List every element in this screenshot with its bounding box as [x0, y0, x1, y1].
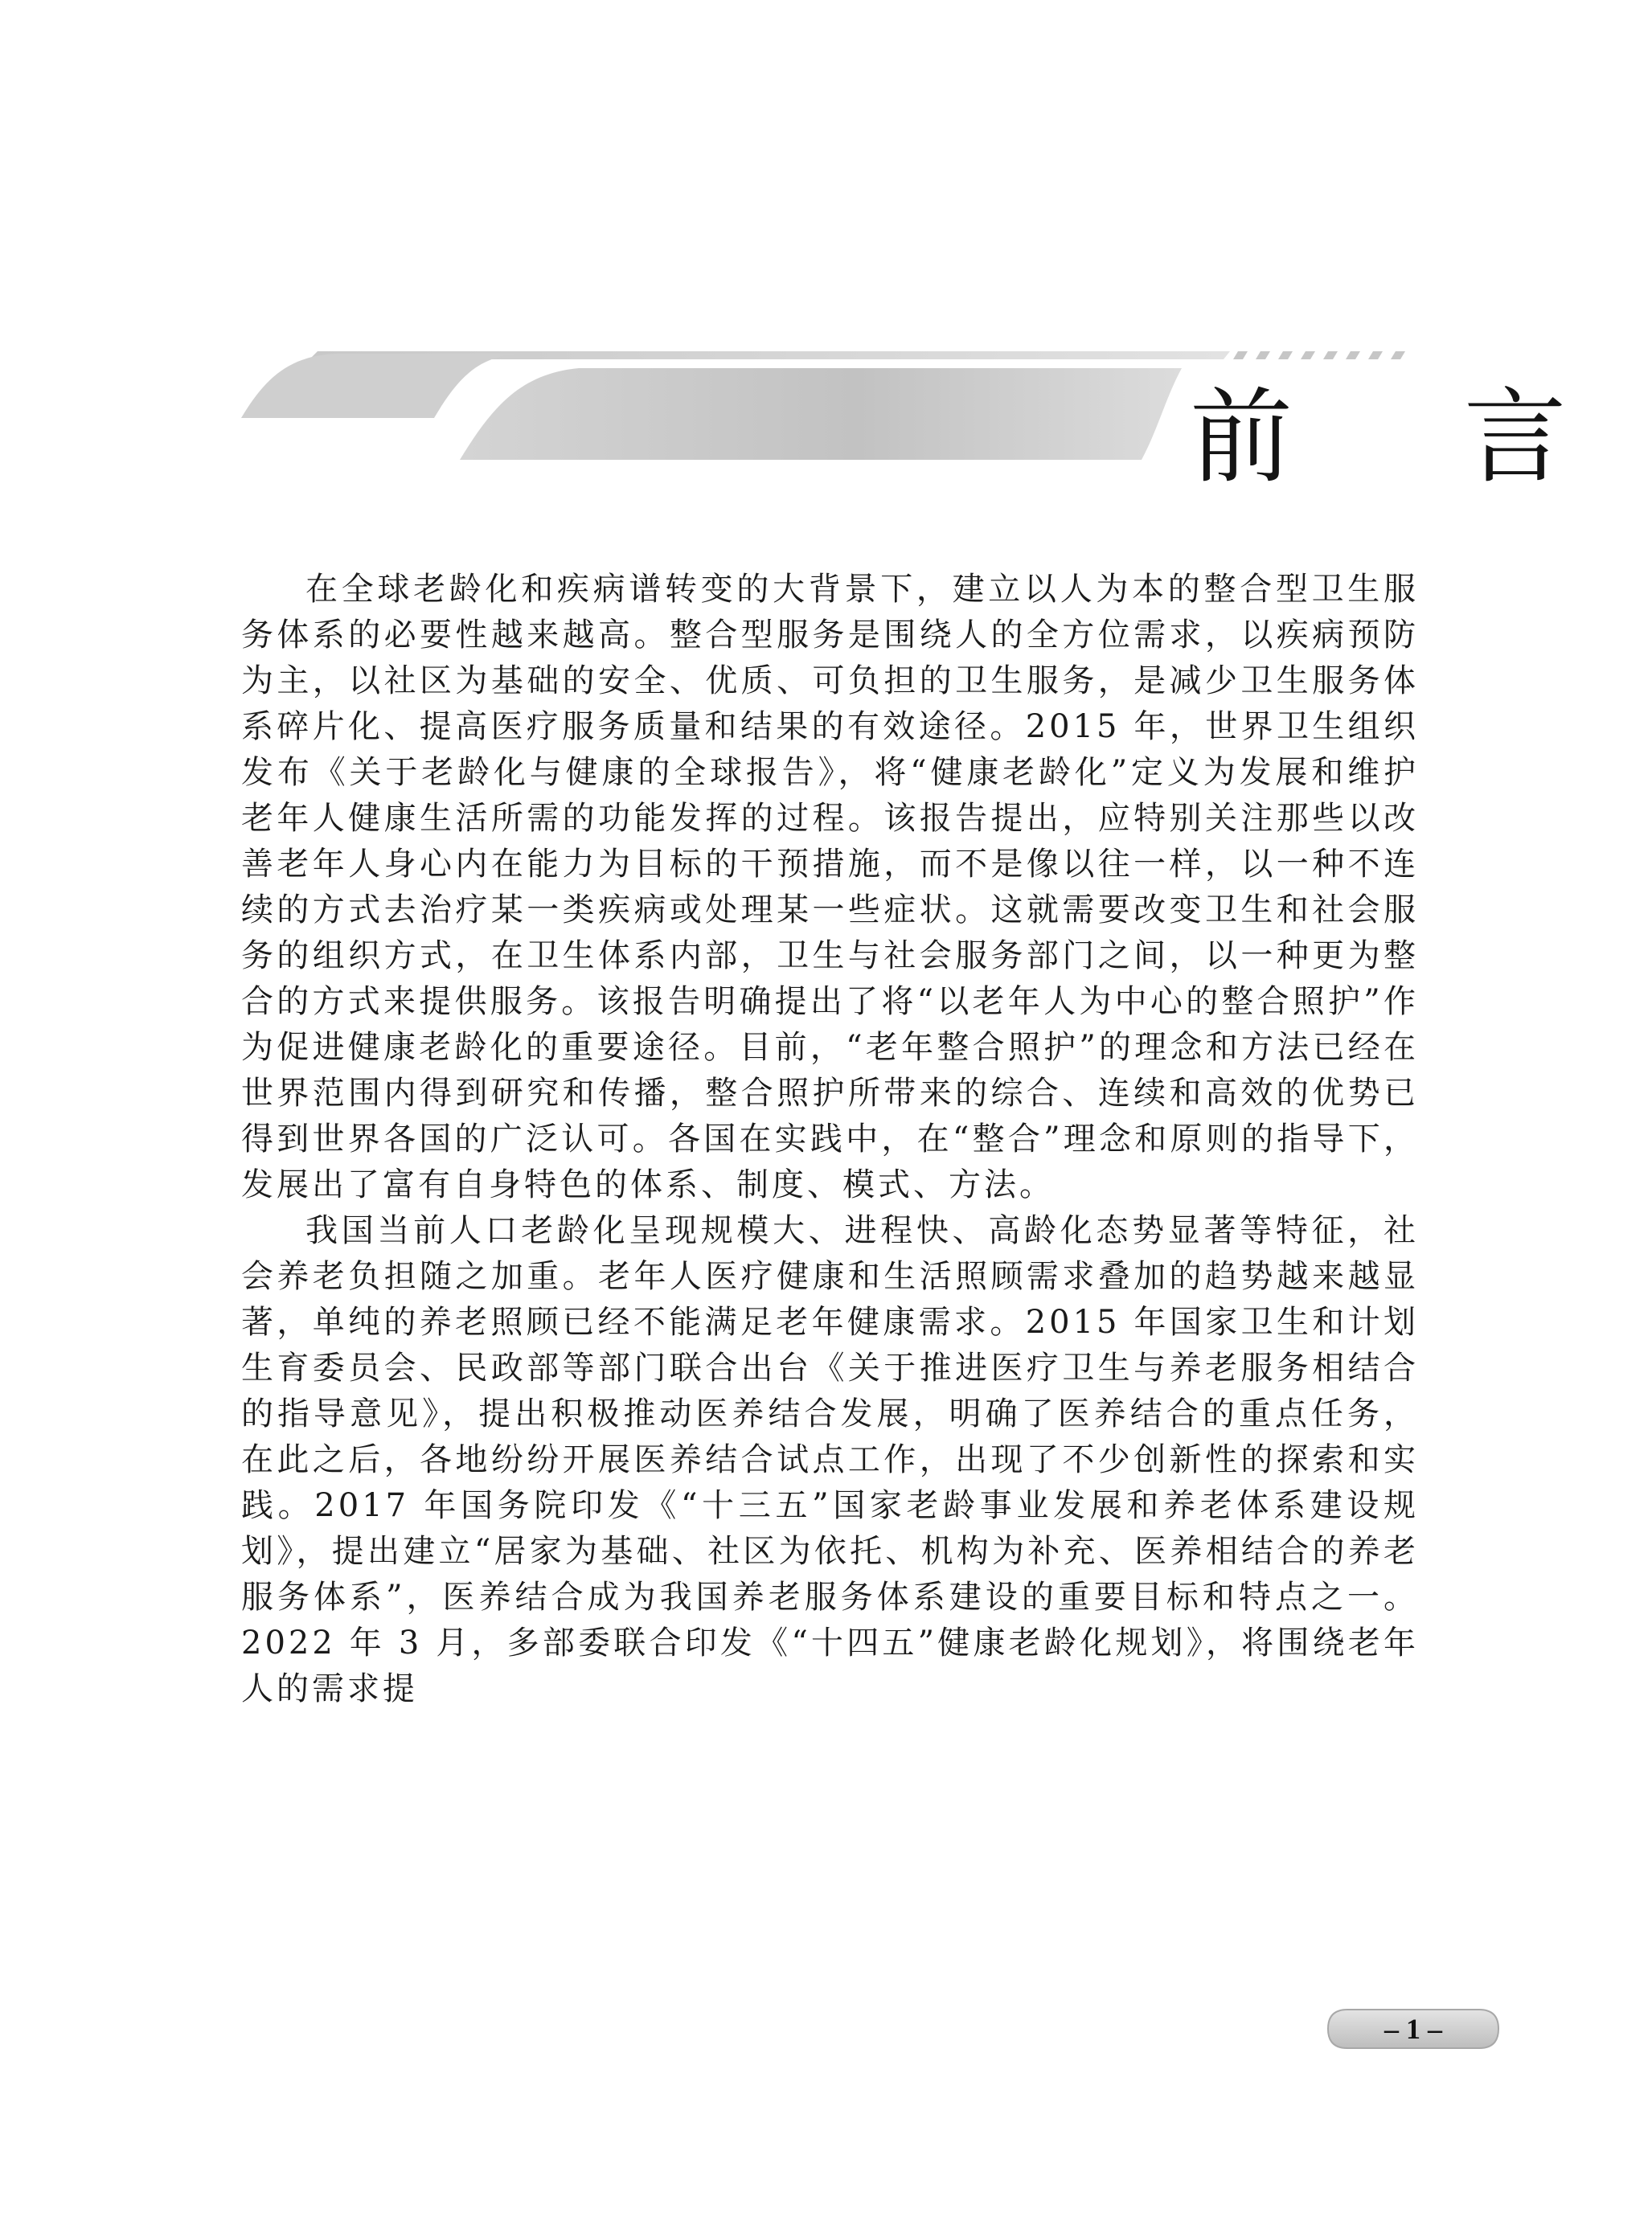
paragraph-1: 在全球老龄化和疾病谱转变的大背景下，建立以人为本的整合型卫生服务体系的必要性越来越高。整合型服务是围绕人的全方位需求，以疾病预防为主，以社区为基础的安全、优质、可负担的卫生服务，是减少卫生服务体系碎片化、提高医疗服务质量和结果的有效途径。2015 年，世界卫生组织发布《关于老龄化与健康的全球报告》，将“健康老龄化”定义为发展和维护老年人健康生活所需的功能发挥的过程。该报告提出，应特别关注那些以改善老年人身心内在能力为目标的干预措施，而不是像以往一样，以一种不连续的方式去治疗某一类疾病或处理某一些症状。这就需要改变卫生和社会服务的组织方式，在卫生体系内部，卫生与社会服务部门之间，以一种更为整合的方式来提供服务。该报告明确提出了将“以老年人为中心的整合照护”作为促进健康老龄化的重要途径。目前，“老年整合照护”的理念和方法已经在世界范围内得到研究和传播，整合照护所带来的综合、连续和高效的优势已得到世界各国的广泛认可。各国在实践中，在“整合”理念和原则的指导下，发展出了富有自身特色的体系、制度、模式、方法。 — [241, 571, 1419, 1203]
body-text — [241, 567, 1419, 1712]
chapter-title: 前 言 — [1190, 378, 1636, 498]
page-number: – 1 – — [1384, 2013, 1442, 2045]
paragraph-2: 我国当前人口老龄化呈现规模大、进程快、高龄化态势显著等特征，社会养老负担随之加重。老年人医疗健康和生活照顾需求叠加的趋势越来越显著，单纯的养老照顾已经不能满足老年健康需求。2015 年国家卫生和计划生育委员会、民政部等部门联合出台《关于推进医疗卫生与养老服务相结合的指导意见》，提出积极推动医养结合发展，明确了医养结合的重点任务，在此之后，各地纷纷开展医养结合试点工作，出现了不少创新性的探索和实践。2017 年国务院印发《“十三五”国家老龄事业发展和养老体系建设规划》，提出建立“居家为基础、社区为依托、机构为补充、医养相结合的养老服务体系”，医养结合成为我国养老服务体系建设的重要目标和特点之一。2022 年 3 月，多部委联合印发《“十四五”健康老龄化规划》，将围绕老年人的需求提 — [241, 1212, 1419, 1707]
